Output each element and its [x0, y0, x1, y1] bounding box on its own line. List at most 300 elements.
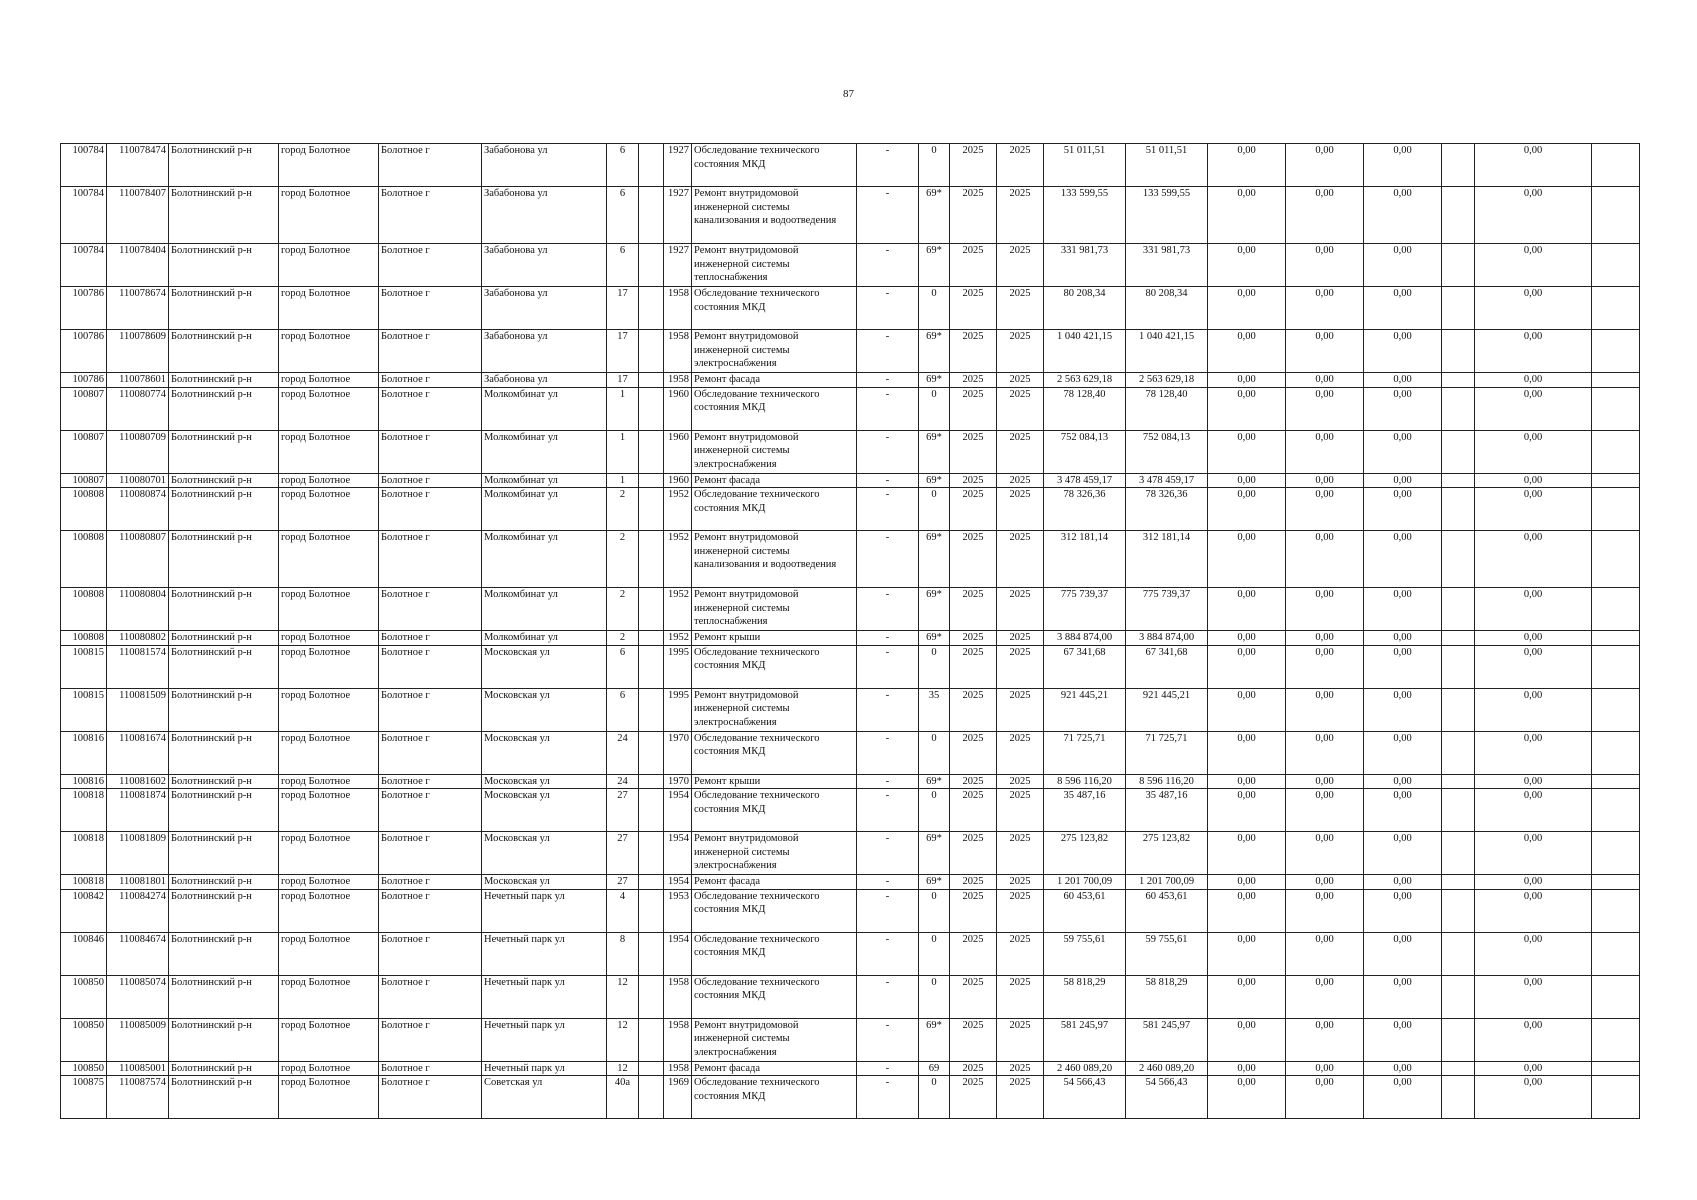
cell-f3: 0,00 — [1364, 932, 1442, 975]
cell-id: 100842 — [61, 889, 107, 932]
cell-dash: - — [857, 473, 919, 488]
cell-dash: - — [857, 631, 919, 646]
table-row — [61, 688, 1640, 731]
cell-locality: Болотное г — [379, 789, 482, 832]
cell-f3: 0,00 — [1364, 645, 1442, 688]
cell-id: 100786 — [61, 373, 107, 388]
cell-end: 2025 — [997, 889, 1044, 932]
cell-house: 2 — [607, 631, 639, 646]
cell-start: 2025 — [950, 531, 997, 588]
cell-f3: 0,00 — [1364, 187, 1442, 244]
cell-street: Забабонова ул — [482, 144, 607, 187]
cell-work: Обследование технического состояния МКД — [692, 387, 857, 430]
cell-total: 331 981,73 — [1044, 244, 1126, 287]
table-row — [61, 588, 1640, 631]
cell-work: Ремонт внутридомовой инженерной системы электроснабжения — [692, 832, 857, 875]
cell-district: Болотнинский р-н — [169, 889, 279, 932]
capital-repair-table — [60, 143, 1640, 1119]
cell-dash: - — [857, 789, 919, 832]
cell-code: 110081874 — [107, 789, 169, 832]
cell-id: 100816 — [61, 731, 107, 774]
cell-street: Молкомбинат ул — [482, 473, 607, 488]
cell-end: 2025 — [997, 932, 1044, 975]
cell-empty — [639, 688, 664, 731]
cell-f2: 0,00 — [1286, 473, 1364, 488]
cell-f3: 0,00 — [1364, 789, 1442, 832]
cell-district: Болотнинский р-н — [169, 688, 279, 731]
cell-wear: 0 — [919, 387, 950, 430]
cell-f1: 0,00 — [1208, 430, 1286, 473]
cell-dash: - — [857, 287, 919, 330]
cell-year: 1960 — [664, 387, 692, 430]
cell-settlement: город Болотное — [279, 1018, 379, 1061]
cell-start: 2025 — [950, 975, 997, 1018]
cell-f1: 0,00 — [1208, 789, 1286, 832]
cell-empty — [1442, 488, 1475, 531]
cell-end: 2025 — [997, 1018, 1044, 1061]
cell-year: 1927 — [664, 244, 692, 287]
cell-start: 2025 — [950, 144, 997, 187]
cell-district: Болотнинский р-н — [169, 1076, 279, 1119]
cell-year: 1953 — [664, 889, 692, 932]
cell-house: 6 — [607, 144, 639, 187]
cell-sum: 2 563 629,18 — [1126, 373, 1208, 388]
table-row — [61, 430, 1640, 473]
cell-empty — [639, 631, 664, 646]
cell-empty — [1592, 1018, 1640, 1061]
cell-sum: 3 884 874,00 — [1126, 631, 1208, 646]
cell-street: Московская ул — [482, 645, 607, 688]
cell-total: 59 755,61 — [1044, 932, 1126, 975]
cell-id: 100807 — [61, 473, 107, 488]
cell-f3: 0,00 — [1364, 330, 1442, 373]
cell-work: Обследование технического состояния МКД — [692, 975, 857, 1018]
cell-f4: 0,00 — [1475, 1076, 1592, 1119]
cell-sum: 80 208,34 — [1126, 287, 1208, 330]
cell-settlement: город Болотное — [279, 330, 379, 373]
cell-f2: 0,00 — [1286, 387, 1364, 430]
cell-wear: 69* — [919, 187, 950, 244]
cell-start: 2025 — [950, 1018, 997, 1061]
cell-end: 2025 — [997, 330, 1044, 373]
cell-start: 2025 — [950, 287, 997, 330]
cell-work: Ремонт внутридомовой инженерной системы теплоснабжения — [692, 244, 857, 287]
cell-wear: 69* — [919, 1018, 950, 1061]
cell-year: 1958 — [664, 1061, 692, 1076]
cell-work: Обследование технического состояния МКД — [692, 932, 857, 975]
cell-f3: 0,00 — [1364, 244, 1442, 287]
cell-f4: 0,00 — [1475, 588, 1592, 631]
cell-empty — [639, 789, 664, 832]
cell-end: 2025 — [997, 488, 1044, 531]
cell-empty — [639, 1076, 664, 1119]
cell-dash: - — [857, 144, 919, 187]
cell-code: 110078609 — [107, 330, 169, 373]
cell-locality: Болотное г — [379, 631, 482, 646]
cell-total: 275 123,82 — [1044, 832, 1126, 875]
cell-f3: 0,00 — [1364, 832, 1442, 875]
cell-empty — [1592, 531, 1640, 588]
cell-total: 2 563 629,18 — [1044, 373, 1126, 388]
cell-sum: 581 245,97 — [1126, 1018, 1208, 1061]
table-row — [61, 244, 1640, 287]
cell-empty — [639, 932, 664, 975]
cell-street: Нечетный парк ул — [482, 975, 607, 1018]
cell-f3: 0,00 — [1364, 144, 1442, 187]
cell-wear: 0 — [919, 488, 950, 531]
cell-empty — [1592, 430, 1640, 473]
cell-f4: 0,00 — [1475, 688, 1592, 731]
cell-sum: 71 725,71 — [1126, 731, 1208, 774]
cell-street: Молкомбинат ул — [482, 430, 607, 473]
cell-f4: 0,00 — [1475, 631, 1592, 646]
cell-empty — [1592, 1061, 1640, 1076]
cell-id: 100818 — [61, 832, 107, 875]
cell-empty — [639, 774, 664, 789]
cell-empty — [1442, 330, 1475, 373]
cell-f4: 0,00 — [1475, 473, 1592, 488]
cell-end: 2025 — [997, 430, 1044, 473]
cell-district: Болотнинский р-н — [169, 1061, 279, 1076]
cell-end: 2025 — [997, 531, 1044, 588]
cell-total: 71 725,71 — [1044, 731, 1126, 774]
cell-empty — [1592, 473, 1640, 488]
cell-locality: Болотное г — [379, 588, 482, 631]
cell-f4: 0,00 — [1475, 645, 1592, 688]
cell-settlement: город Болотное — [279, 1076, 379, 1119]
cell-f3: 0,00 — [1364, 774, 1442, 789]
cell-total: 8 596 116,20 — [1044, 774, 1126, 789]
cell-house: 24 — [607, 774, 639, 789]
cell-locality: Болотное г — [379, 373, 482, 388]
cell-end: 2025 — [997, 588, 1044, 631]
cell-district: Болотнинский р-н — [169, 731, 279, 774]
cell-year: 1960 — [664, 473, 692, 488]
cell-id: 100808 — [61, 531, 107, 588]
cell-work: Ремонт внутридомовой инженерной системы электроснабжения — [692, 430, 857, 473]
cell-f1: 0,00 — [1208, 531, 1286, 588]
cell-code: 110080874 — [107, 488, 169, 531]
cell-locality: Болотное г — [379, 144, 482, 187]
cell-f1: 0,00 — [1208, 731, 1286, 774]
cell-empty — [639, 531, 664, 588]
table-row — [61, 488, 1640, 531]
cell-dash: - — [857, 488, 919, 531]
cell-f4: 0,00 — [1475, 531, 1592, 588]
cell-f4: 0,00 — [1475, 387, 1592, 430]
cell-id: 100846 — [61, 932, 107, 975]
cell-house: 2 — [607, 588, 639, 631]
table-row — [61, 473, 1640, 488]
cell-empty — [1592, 287, 1640, 330]
cell-locality: Болотное г — [379, 832, 482, 875]
cell-wear: 0 — [919, 889, 950, 932]
cell-wear: 0 — [919, 975, 950, 1018]
cell-f3: 0,00 — [1364, 1018, 1442, 1061]
cell-sum: 59 755,61 — [1126, 932, 1208, 975]
cell-end: 2025 — [997, 244, 1044, 287]
cell-f1: 0,00 — [1208, 889, 1286, 932]
cell-code: 110085074 — [107, 975, 169, 1018]
cell-dash: - — [857, 774, 919, 789]
cell-f1: 0,00 — [1208, 1061, 1286, 1076]
cell-house: 24 — [607, 731, 639, 774]
cell-year: 1958 — [664, 373, 692, 388]
table-row — [61, 774, 1640, 789]
cell-settlement: город Болотное — [279, 645, 379, 688]
cell-f1: 0,00 — [1208, 688, 1286, 731]
cell-f3: 0,00 — [1364, 287, 1442, 330]
cell-code: 110080804 — [107, 588, 169, 631]
cell-start: 2025 — [950, 588, 997, 631]
cell-empty — [1592, 645, 1640, 688]
table-row — [61, 1061, 1640, 1076]
cell-year: 1927 — [664, 187, 692, 244]
cell-end: 2025 — [997, 645, 1044, 688]
cell-f2: 0,00 — [1286, 531, 1364, 588]
cell-id: 100850 — [61, 1061, 107, 1076]
cell-f4: 0,00 — [1475, 1061, 1592, 1076]
cell-code: 110084274 — [107, 889, 169, 932]
cell-dash: - — [857, 187, 919, 244]
cell-district: Болотнинский р-н — [169, 932, 279, 975]
cell-total: 78 326,36 — [1044, 488, 1126, 531]
cell-year: 1958 — [664, 330, 692, 373]
cell-locality: Болотное г — [379, 1076, 482, 1119]
cell-start: 2025 — [950, 430, 997, 473]
cell-house: 17 — [607, 373, 639, 388]
cell-total: 1 040 421,15 — [1044, 330, 1126, 373]
cell-empty — [1592, 832, 1640, 875]
cell-district: Болотнинский р-н — [169, 488, 279, 531]
cell-sum: 3 478 459,17 — [1126, 473, 1208, 488]
cell-total: 60 453,61 — [1044, 889, 1126, 932]
table-row — [61, 287, 1640, 330]
cell-f2: 0,00 — [1286, 688, 1364, 731]
cell-house: 1 — [607, 430, 639, 473]
cell-id: 100808 — [61, 588, 107, 631]
cell-district: Болотнинский р-н — [169, 1018, 279, 1061]
cell-settlement: город Болотное — [279, 488, 379, 531]
cell-street: Московская ул — [482, 774, 607, 789]
cell-street: Молкомбинат ул — [482, 631, 607, 646]
cell-year: 1958 — [664, 975, 692, 1018]
cell-code: 110078674 — [107, 287, 169, 330]
cell-empty — [1592, 244, 1640, 287]
cell-district: Болотнинский р-н — [169, 975, 279, 1018]
cell-f1: 0,00 — [1208, 488, 1286, 531]
cell-locality: Болотное г — [379, 531, 482, 588]
cell-f2: 0,00 — [1286, 1018, 1364, 1061]
cell-empty — [1442, 287, 1475, 330]
cell-f3: 0,00 — [1364, 1061, 1442, 1076]
cell-empty — [1442, 1076, 1475, 1119]
cell-start: 2025 — [950, 789, 997, 832]
cell-start: 2025 — [950, 645, 997, 688]
table-row — [61, 875, 1640, 890]
cell-total: 58 818,29 — [1044, 975, 1126, 1018]
cell-start: 2025 — [950, 387, 997, 430]
cell-empty — [1442, 789, 1475, 832]
cell-f1: 0,00 — [1208, 244, 1286, 287]
cell-f3: 0,00 — [1364, 631, 1442, 646]
cell-f4: 0,00 — [1475, 144, 1592, 187]
cell-f2: 0,00 — [1286, 330, 1364, 373]
cell-district: Болотнинский р-н — [169, 473, 279, 488]
cell-wear: 69* — [919, 588, 950, 631]
cell-start: 2025 — [950, 631, 997, 646]
cell-f1: 0,00 — [1208, 330, 1286, 373]
cell-id: 100815 — [61, 645, 107, 688]
cell-empty — [1592, 875, 1640, 890]
cell-locality: Болотное г — [379, 645, 482, 688]
cell-end: 2025 — [997, 688, 1044, 731]
cell-f2: 0,00 — [1286, 731, 1364, 774]
cell-empty — [1592, 588, 1640, 631]
cell-empty — [1442, 144, 1475, 187]
cell-locality: Болотное г — [379, 473, 482, 488]
cell-street: Молкомбинат ул — [482, 588, 607, 631]
cell-street: Нечетный парк ул — [482, 1018, 607, 1061]
cell-empty — [1592, 889, 1640, 932]
cell-street: Забабонова ул — [482, 287, 607, 330]
cell-street: Нечетный парк ул — [482, 889, 607, 932]
table-row — [61, 187, 1640, 244]
cell-settlement: город Болотное — [279, 244, 379, 287]
cell-street: Забабонова ул — [482, 330, 607, 373]
cell-empty — [1592, 1076, 1640, 1119]
cell-end: 2025 — [997, 144, 1044, 187]
cell-sum: 275 123,82 — [1126, 832, 1208, 875]
cell-code: 110078601 — [107, 373, 169, 388]
cell-f2: 0,00 — [1286, 430, 1364, 473]
cell-empty — [1592, 144, 1640, 187]
cell-empty — [1442, 373, 1475, 388]
cell-empty — [1442, 932, 1475, 975]
cell-dash: - — [857, 832, 919, 875]
cell-id: 100875 — [61, 1076, 107, 1119]
cell-code: 110081602 — [107, 774, 169, 789]
cell-house: 6 — [607, 244, 639, 287]
cell-f4: 0,00 — [1475, 330, 1592, 373]
cell-end: 2025 — [997, 373, 1044, 388]
cell-locality: Болотное г — [379, 1018, 482, 1061]
cell-empty — [639, 889, 664, 932]
cell-empty — [1592, 488, 1640, 531]
cell-start: 2025 — [950, 731, 997, 774]
cell-f3: 0,00 — [1364, 387, 1442, 430]
cell-wear: 0 — [919, 144, 950, 187]
cell-locality: Болотное г — [379, 774, 482, 789]
cell-end: 2025 — [997, 832, 1044, 875]
cell-empty — [1442, 187, 1475, 244]
table-row — [61, 144, 1640, 187]
cell-f4: 0,00 — [1475, 187, 1592, 244]
cell-id: 100807 — [61, 387, 107, 430]
cell-year: 1954 — [664, 832, 692, 875]
cell-total: 51 011,51 — [1044, 144, 1126, 187]
cell-wear: 69* — [919, 473, 950, 488]
cell-wear: 69* — [919, 531, 950, 588]
cell-start: 2025 — [950, 875, 997, 890]
cell-house: 27 — [607, 832, 639, 875]
cell-f2: 0,00 — [1286, 889, 1364, 932]
cell-sum: 58 818,29 — [1126, 975, 1208, 1018]
cell-settlement: город Болотное — [279, 144, 379, 187]
cell-wear: 69* — [919, 631, 950, 646]
cell-year: 1995 — [664, 645, 692, 688]
cell-f4: 0,00 — [1475, 975, 1592, 1018]
table-row — [61, 889, 1640, 932]
cell-start: 2025 — [950, 473, 997, 488]
cell-code: 110084674 — [107, 932, 169, 975]
cell-f4: 0,00 — [1475, 832, 1592, 875]
cell-f1: 0,00 — [1208, 832, 1286, 875]
cell-sum: 60 453,61 — [1126, 889, 1208, 932]
cell-start: 2025 — [950, 244, 997, 287]
cell-empty — [1442, 875, 1475, 890]
cell-year: 1970 — [664, 731, 692, 774]
cell-total: 35 487,16 — [1044, 789, 1126, 832]
cell-code: 110081574 — [107, 645, 169, 688]
cell-code: 110081674 — [107, 731, 169, 774]
cell-sum: 331 981,73 — [1126, 244, 1208, 287]
cell-empty — [1442, 975, 1475, 1018]
cell-district: Болотнинский р-н — [169, 387, 279, 430]
cell-start: 2025 — [950, 187, 997, 244]
cell-district: Болотнинский р-н — [169, 774, 279, 789]
cell-end: 2025 — [997, 287, 1044, 330]
cell-end: 2025 — [997, 187, 1044, 244]
cell-code: 110078407 — [107, 187, 169, 244]
cell-work: Ремонт внутридомовой инженерной системы электроснабжения — [692, 688, 857, 731]
cell-end: 2025 — [997, 1061, 1044, 1076]
cell-wear: 69* — [919, 875, 950, 890]
cell-sum: 78 128,40 — [1126, 387, 1208, 430]
cell-locality: Болотное г — [379, 932, 482, 975]
cell-f4: 0,00 — [1475, 875, 1592, 890]
cell-total: 78 128,40 — [1044, 387, 1126, 430]
cell-f1: 0,00 — [1208, 645, 1286, 688]
cell-house: 2 — [607, 531, 639, 588]
cell-sum: 921 445,21 — [1126, 688, 1208, 731]
cell-work: Ремонт внутридомовой инженерной системы канализования и водоотведения — [692, 187, 857, 244]
cell-empty — [639, 287, 664, 330]
cell-house: 12 — [607, 975, 639, 1018]
table-row — [61, 645, 1640, 688]
cell-empty — [639, 645, 664, 688]
cell-empty — [639, 144, 664, 187]
cell-id: 100850 — [61, 975, 107, 1018]
table-row — [61, 631, 1640, 646]
cell-locality: Болотное г — [379, 430, 482, 473]
cell-settlement: город Болотное — [279, 875, 379, 890]
cell-id: 100784 — [61, 187, 107, 244]
cell-id: 100786 — [61, 330, 107, 373]
cell-f2: 0,00 — [1286, 488, 1364, 531]
cell-sum: 312 181,14 — [1126, 531, 1208, 588]
cell-f3: 0,00 — [1364, 1076, 1442, 1119]
cell-f4: 0,00 — [1475, 932, 1592, 975]
cell-settlement: город Болотное — [279, 631, 379, 646]
cell-end: 2025 — [997, 1076, 1044, 1119]
cell-work: Обследование технического состояния МКД — [692, 731, 857, 774]
cell-locality: Болотное г — [379, 244, 482, 287]
cell-empty — [1442, 244, 1475, 287]
cell-house: 12 — [607, 1061, 639, 1076]
cell-f4: 0,00 — [1475, 889, 1592, 932]
cell-locality: Болотное г — [379, 875, 482, 890]
